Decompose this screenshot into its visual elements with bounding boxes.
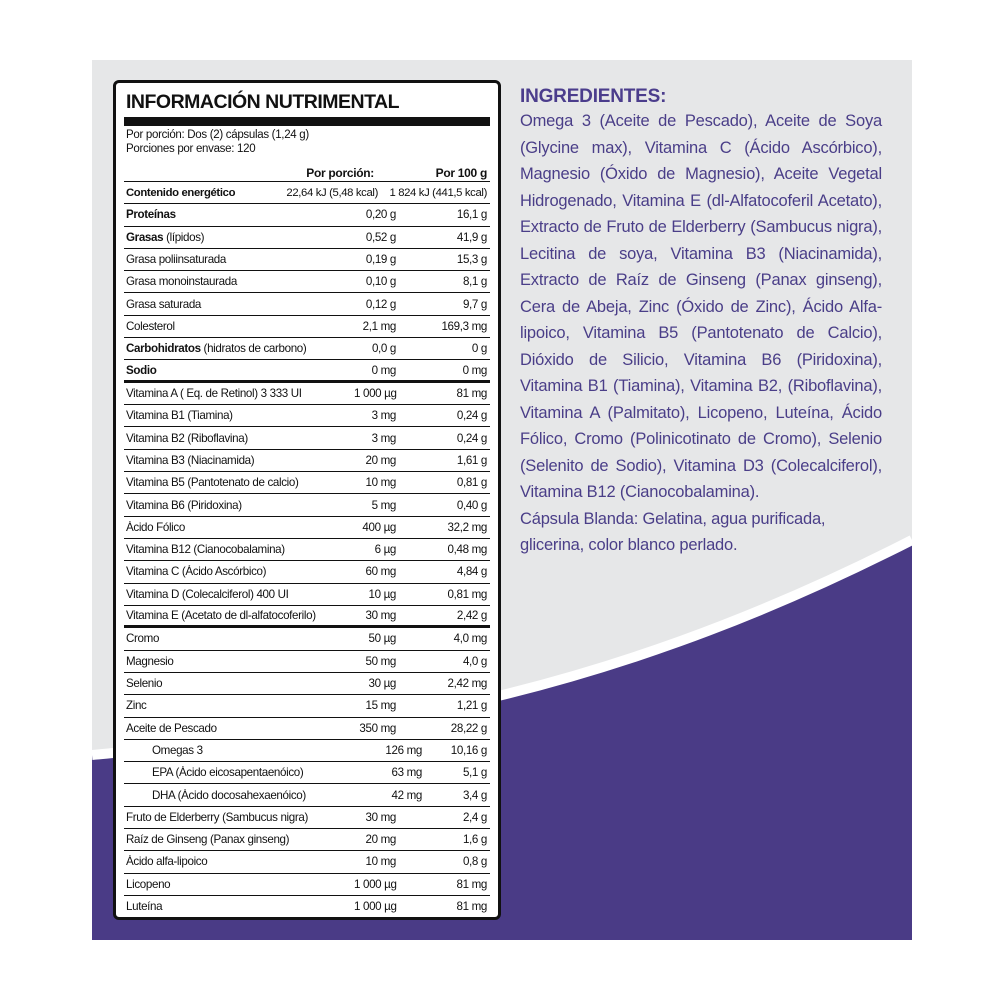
nutrient-name: Magnesio [126, 654, 174, 668]
per-portion-value: 10 mg [365, 476, 396, 490]
ingredients-section [520, 86, 882, 559]
per-100g-value: 2,42 mg [447, 677, 487, 691]
per-100g-value: 0 g [471, 342, 487, 356]
per-100g-value: 0 mg [462, 363, 487, 377]
table-row [124, 695, 490, 717]
table-row [124, 784, 490, 806]
per-100g-value: 0,81 mg [447, 587, 487, 601]
table-row [124, 829, 490, 851]
per-100g-value: 81 mg [456, 387, 487, 401]
table-row [124, 628, 490, 650]
nutrient-name: Grasa monoinstaurada [126, 275, 237, 289]
per-portion-value: 0,19 g [365, 253, 396, 267]
per-portion-value: 400 µg [362, 520, 396, 534]
per-portion-value: 1 000 µg [354, 900, 397, 914]
per-portion-value: 0,12 g [365, 297, 396, 311]
table-row [124, 606, 490, 629]
table-row [124, 807, 490, 829]
per-100g-value: 4,0 mg [453, 632, 487, 646]
per-portion-value: 3 mg [371, 431, 396, 445]
nutrient-name: Ácido Fólico [126, 520, 185, 534]
per-100g-value: 81 mg [456, 877, 487, 891]
per-portion-value: 10 µg [368, 587, 396, 601]
per-100g-value: 0,40 g [456, 498, 487, 512]
per-portion-value: 42 mg [391, 788, 422, 802]
per-100g-value: 169,3 mg [441, 319, 487, 333]
nutrition-title: INFORMACIÓN NUTRIMENTAL [124, 91, 490, 126]
servings-per-container: Porciones por envase: 120 [126, 143, 256, 155]
table-row [124, 561, 490, 583]
nutrient-name: Grasas (lípidos) [126, 230, 205, 244]
nutrient-name: Grasa poliinsaturada [126, 253, 226, 267]
per-100g-value: 5,1 g [462, 766, 487, 780]
per-100g-value: 1,21 g [456, 699, 487, 713]
col-100g-header: Por 100 g [435, 166, 487, 180]
nutrient-name: Grasa saturada [126, 297, 202, 311]
nutrient-name: Cromo [126, 632, 160, 646]
per-portion-value: 63 mg [391, 766, 422, 780]
nutrient-name: Carbohidratos (hidratos de carbono) [126, 342, 307, 356]
per-100g-value: 4,0 g [462, 654, 487, 668]
per-portion-value: 60 mg [365, 565, 396, 579]
per-100g-value: 15,3 g [456, 253, 487, 267]
nutrient-name: Aceite de Pescado [126, 721, 217, 735]
per-100g-value: 9,7 g [462, 297, 487, 311]
energy-label: Contenido energético [126, 186, 236, 199]
per-100g-value: 0,81 g [456, 476, 487, 490]
per-100g-value: 2,4 g [462, 810, 487, 824]
nutrient-name: Vitamina B12 (Cianocobalamina) [126, 543, 285, 557]
table-row [124, 762, 490, 784]
nutrient-name: Vitamina D (Colecalciferol) 400 UI [126, 587, 289, 601]
per-portion-value: 1 000 µg [354, 387, 397, 401]
nutrient-name: Vitamina A ( Eq. de Retinol) 3 333 UI [126, 387, 302, 401]
per-100g-value: 4,84 g [456, 565, 487, 579]
per-portion-value: 20 mg [365, 453, 396, 467]
table-row [124, 383, 490, 405]
per-portion-value: 350 mg [359, 721, 396, 735]
per-portion-value: 0,52 g [365, 230, 396, 244]
energy-row [124, 182, 490, 204]
per-portion-value: 50 µg [368, 632, 396, 646]
table-row [124, 360, 490, 383]
per-portion-value: 0 mg [371, 363, 396, 377]
nutrient-name: Fruto de Elderberry (Sambucus nigra) [126, 810, 308, 824]
table-row [124, 316, 490, 338]
nutrient-name: Selenio [126, 677, 163, 691]
per-100g-value: 3,4 g [462, 788, 487, 802]
per-portion-value: 15 mg [365, 699, 396, 713]
nutrient-name: Sodio [126, 363, 157, 377]
nutrient-name: Ácido alfa-lipoico [126, 855, 208, 869]
per-portion-value: 0,0 g [371, 342, 396, 356]
table-row [124, 539, 490, 561]
per-100g-value: 32,2 mg [447, 520, 487, 534]
per-portion-value: 20 mg [365, 833, 396, 847]
nutrient-name: Vitamina B3 (Niacinamida) [126, 453, 255, 467]
serving-size: Por porción: Dos (2) cápsulas (1,24 g) [126, 129, 309, 141]
table-row [124, 651, 490, 673]
per-100g-value: 0,8 g [462, 855, 487, 869]
table-row [124, 249, 490, 271]
per-100g-value: 1,6 g [462, 833, 487, 847]
table-row [124, 874, 490, 896]
per-portion-value: 50 mg [365, 654, 396, 668]
nutrient-name: Proteínas [126, 208, 176, 222]
table-row [124, 450, 490, 472]
per-portion-value: 6 µg [374, 543, 396, 557]
per-portion-value: 126 mg [385, 743, 422, 757]
energy-per100: 1 824 kJ (441,5 kcal) [389, 186, 487, 199]
nutrient-name: DHA (Ácido docosahexaenóico) [152, 788, 306, 802]
per-portion-value: 10 mg [365, 855, 396, 869]
energy-portion: 22,64 kJ (5,48 kcal) [286, 186, 378, 199]
per-100g-value: 2,42 g [456, 609, 487, 623]
per-100g-value: 28,22 g [450, 721, 487, 735]
nutrient-name: Zinc [126, 699, 147, 713]
per-portion-value: 30 µg [368, 677, 396, 691]
per-100g-value: 41,9 g [456, 230, 487, 244]
nutrient-name: Vitamina B5 (Pantotenato de calcio) [126, 476, 299, 490]
nutrient-name: Licopeno [126, 877, 171, 891]
table-row [124, 271, 490, 293]
per-100g-value: 16,1 g [456, 208, 487, 222]
nutrient-rows [124, 204, 490, 918]
table-row [124, 851, 490, 873]
nutrient-name: Colesterol [126, 319, 175, 333]
table-row [124, 673, 490, 695]
per-100g-value: 81 mg [456, 900, 487, 914]
table-row [124, 338, 490, 360]
nutrient-name: EPA (Ácido eicosapentaenóico) [152, 766, 304, 780]
nutrient-name: Vitamina B1 (Tiamina) [126, 409, 233, 423]
table-row [124, 584, 490, 606]
per-portion-value: 0,10 g [365, 275, 396, 289]
nutrient-name: Vitamina C (Ácido Ascórbico) [126, 565, 267, 579]
table-row [124, 227, 490, 249]
nutrient-name: Omegas 3 [152, 743, 203, 757]
col-portion-header: Por porción: [306, 166, 374, 180]
per-portion-value: 0,20 g [365, 208, 396, 222]
table-row [124, 427, 490, 449]
nutrient-name: Luteína [126, 900, 163, 914]
per-portion-value: 5 mg [371, 498, 396, 512]
table-row [124, 405, 490, 427]
per-portion-value: 3 mg [371, 409, 396, 423]
per-portion-value: 2,1 mg [362, 319, 396, 333]
per-100g-value: 0,24 g [456, 431, 487, 445]
per-portion-value: 30 mg [365, 609, 396, 623]
table-row [124, 517, 490, 539]
per-portion-value: 1 000 µg [354, 877, 397, 891]
table-row [124, 718, 490, 740]
table-row [124, 204, 490, 226]
nutrient-name: Vitamina B2 (Riboflavina) [126, 431, 248, 445]
per-portion-value: 30 mg [365, 810, 396, 824]
per-100g-value: 0,24 g [456, 409, 487, 423]
per-100g-value: 1,61 g [456, 453, 487, 467]
per-100g-value: 0,48 mg [447, 543, 487, 557]
nutrient-name: Vitamina B6 (Piridoxina) [126, 498, 242, 512]
capsule-text: Cápsula Blanda: Gelatina, agua purificada, glicerina, color blanco perlado. [520, 509, 826, 554]
table-row [124, 740, 490, 762]
nutrient-name: Raíz de Ginseng (Panax ginseng) [126, 833, 290, 847]
per-100g-value: 10,16 g [450, 743, 487, 757]
nutrient-name: Vitamina E (Acetato de dl-alfatocoferilo) [126, 609, 316, 623]
ingredients-text: Omega 3 (Aceite de Pescado), Aceite de Soya (Glycine max), Vitamina C (Ácido Ascórbico), Magnesio (Óxido de Magnesio), Aceite Vegetal Hidrogenado, Vitamina E (dl-Alfatocoferil Acetato), Extracto de Fruto de Elderberry (Sambucus nigra), Lecitina de soya, Vitamina B3 (Niacinamida), Extracto de Raíz de Ginseng (Panax ginseng), Cera de Abeja, Zinc (Óxido de Zinc), Ácido Alfa-lipoico, Vitamina B5 (Pantotenato de Calcio), Dióxido de Silicio, Vitamina B6 (Piridoxina), Vitamina B1 (Tiamina), Vitamina B2, (Riboflavina), Vitamina A (Palmitato), Licopeno, Luteína, Ácido Fólico, Cromo (Polinicotinato de Cromo), Selenio (Selenito de Sodio), Vitamina D3 (Colecalciferol), Vitamina B12 (Cianocobalamina). [520, 112, 882, 501]
per-100g-value: 8,1 g [462, 275, 487, 289]
table-row [124, 494, 490, 516]
ingredients-heading: INGREDIENTES: [520, 86, 667, 107]
table-row [124, 472, 490, 494]
table-row [124, 293, 490, 315]
nutrition-facts-panel [113, 80, 501, 920]
table-row [124, 896, 490, 918]
column-headers [124, 166, 490, 182]
